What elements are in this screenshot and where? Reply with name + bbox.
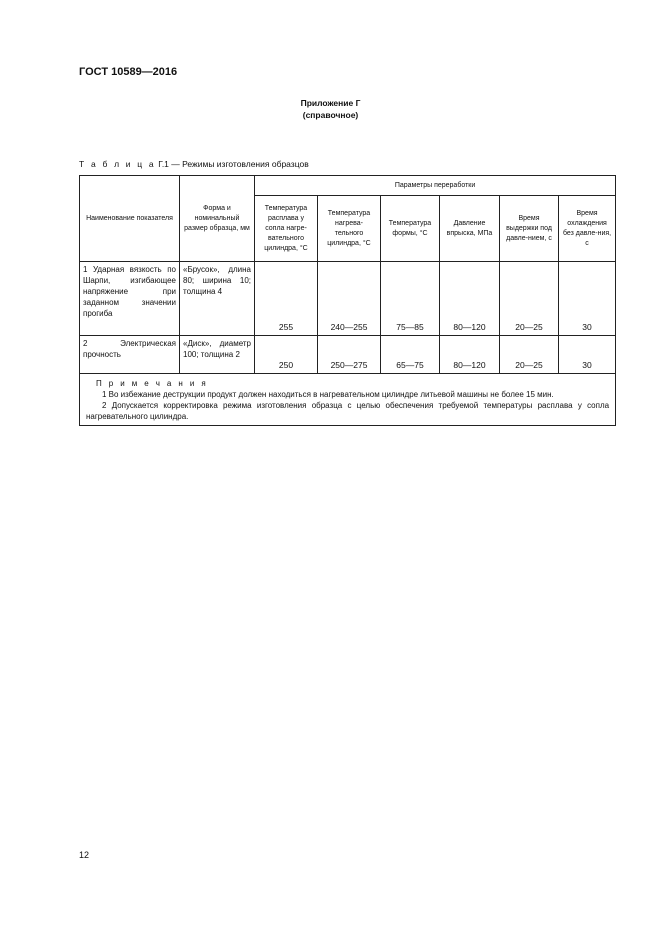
- header-mold-temp: Температура формы, °С: [381, 196, 440, 262]
- table-caption-text: Г.1 — Режимы изготовления образцов: [158, 159, 309, 169]
- header-melt-temp: Температура расплава у сопла нагре-вательного цилиндра, °С: [255, 196, 318, 262]
- row-value: 250: [255, 336, 318, 374]
- document-code: ГОСТ 10589—2016: [79, 66, 178, 78]
- header-injection-pressure: Давление впрыска, МПа: [440, 196, 500, 262]
- header-cooling-time: Время охлаждения без давле-ния, с: [559, 196, 616, 262]
- row-value: 240—255: [318, 262, 381, 336]
- page-number: 12: [79, 850, 90, 860]
- note-item: 1 Во избежание деструкции продукт должен находиться в нагревательном цилиндре литьевой машины не более 15 мин.: [102, 390, 554, 399]
- row-value: 20—25: [500, 336, 559, 374]
- header-params: Параметры переработки: [255, 176, 616, 196]
- notes-row: [80, 374, 616, 426]
- table-row: [80, 336, 616, 374]
- row-value: 20—25: [500, 262, 559, 336]
- row-value: 30: [559, 262, 616, 336]
- note-item: 2 Допускается корректировка режима изготовления образца с целью обеспечения требуемой температуры расплава у сопла нагревательного цилиндра.: [86, 401, 610, 421]
- row-value: 75—85: [381, 262, 440, 336]
- table-caption-prefix: Т а б л и ц а: [79, 159, 156, 169]
- header-name: Наименование показателя: [80, 176, 180, 262]
- row-value: 65—75: [381, 336, 440, 374]
- appendix-heading: [0, 97, 661, 121]
- row-value: 255: [255, 262, 318, 336]
- row-value: 80—120: [440, 262, 500, 336]
- row-form: «Диск», диаметр 100; толщина 2: [180, 336, 255, 374]
- row-name: 1 Ударная вязкость по Шарпи, изгибающее напряжение при заданном значении прогиба: [80, 262, 180, 336]
- appendix-subtitle: (справочное): [302, 110, 359, 120]
- table-row: [80, 262, 616, 336]
- row-value: 250—275: [318, 336, 381, 374]
- table-caption: [79, 159, 309, 169]
- header-hold-time: Время выдержки под давле-нием, с: [500, 196, 559, 262]
- notes-title: П р и м е ч а н и я: [96, 379, 209, 388]
- row-value: 30: [559, 336, 616, 374]
- modes-table: [79, 175, 616, 426]
- appendix-title: Приложение Г: [300, 98, 361, 108]
- header-form: Форма и номинальный размер образца, мм: [180, 176, 255, 262]
- header-cylinder-temp: Температура нагрева-тельного цилиндра, °С: [318, 196, 381, 262]
- row-form: «Брусок», длина 80; ширина 10; толщина 4: [180, 262, 255, 336]
- row-name: 2 Электрическая прочность: [80, 336, 180, 374]
- row-value: 80—120: [440, 336, 500, 374]
- notes-cell: [80, 374, 616, 426]
